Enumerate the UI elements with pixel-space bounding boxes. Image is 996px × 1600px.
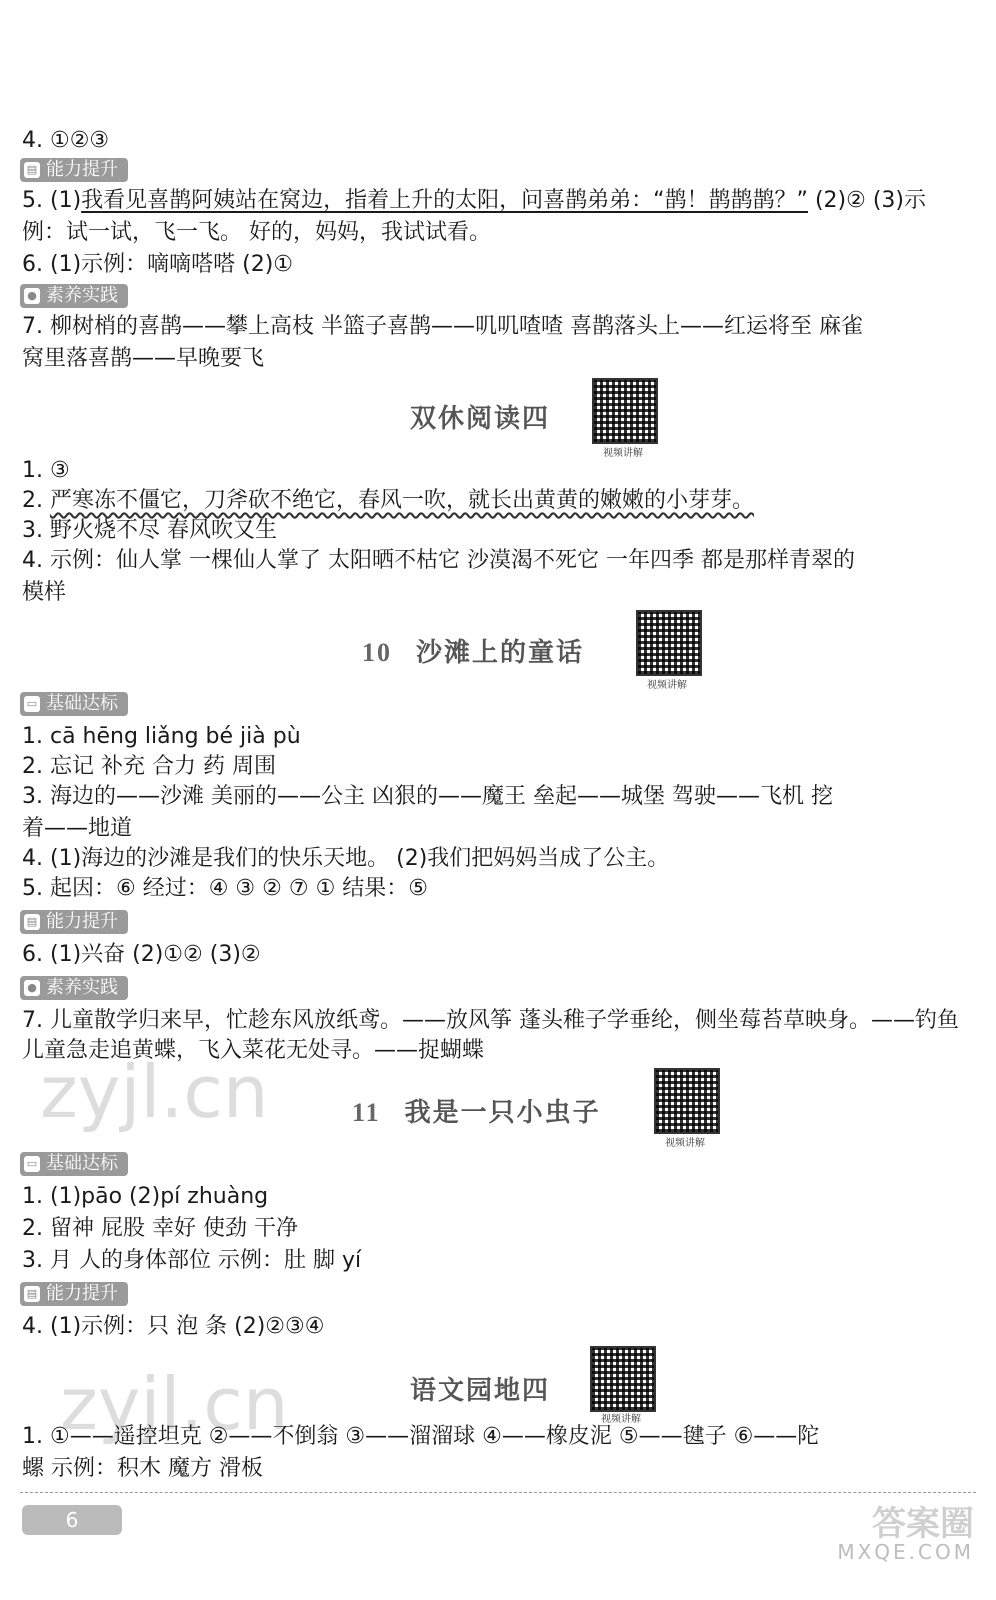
lightbulb-icon: ● [24,288,40,304]
qr-code-icon[interactable] [590,1346,656,1412]
page-number: 6 [22,1505,122,1535]
answer-line: 7. 柳树梢的喜鹊——攀上高枝 半篮子喜鹊——叽叽喳喳 喜鹊落头上——红运将至 麻雀 [22,314,863,339]
qr-caption: 视频讲解 [603,448,643,459]
qr-code-icon[interactable] [592,378,658,444]
answer-line: 螺 示例：积木 魔方 滑板 [22,1456,263,1481]
answer-line: 4. (1)示例：只 泡 条 (2)②③④ [22,1314,325,1339]
brand-url: MXQE.COM [837,1540,974,1564]
section-title: 语文园地四 [410,1376,551,1406]
qr-caption: 视频讲解 [647,680,687,691]
brand-logo: 答案圈 [872,1504,974,1544]
lesson-title: 11 我是一只小虫子 [352,1098,601,1128]
answer-line: 着——地道 [22,816,133,841]
answer-line: 1. ①——遥控坦克 ②——不倒翁 ③——溜溜球 ④——橡皮泥 ⑤——毽子 ⑥——陀 [22,1424,820,1449]
answer-line: 3. 月 人的身体部位 示例：肚 脚 yí [22,1248,362,1273]
section-badge-ability: ▤ 能力提升 [20,910,128,934]
answer-line: 5. 起因：⑥ 经过：④ ③ ② ⑦ ① 结果：⑤ [22,876,429,901]
answer-line: 例：试一试，飞一飞。 好的，妈妈，我试试看。 [22,220,491,245]
document-icon: ▭ [24,1156,40,1172]
section-badge-ability: ▤ 能力提升 [20,158,128,182]
answer-line: 1. (1)pāo (2)pí zhuàng [22,1184,269,1209]
lightbulb-icon: ● [24,980,40,996]
answer-line: 模样 [22,580,67,605]
answer-line: 3. 野火烧不尽 春风吹又生 [22,518,277,543]
book-icon: ▤ [24,162,40,178]
answer-line: 窝里落喜鹊——早晚要飞 [22,346,265,371]
watermark: zyjl.cn [40,1050,269,1134]
section-badge-basic: ▭ 基础达标 [20,692,128,716]
section-badge-basic: ▭ 基础达标 [20,1152,128,1176]
qr-caption: 视频讲解 [601,1414,641,1425]
answer-line: 7. 儿童散学归来早，忙趁东风放纸鸢。——放风筝 蓬头稚子学垂纶，侧坐莓苔草映身。——钓鱼 [22,1008,959,1033]
answer-line: 2. 留神 屁股 幸好 使劲 干净 [22,1216,298,1241]
footer-divider [20,1492,976,1493]
answer-line: 儿童急走追黄蝶，飞入菜花无处寻。——捉蝴蝶 [22,1038,485,1063]
qr-caption: 视频讲解 [665,1138,705,1149]
book-icon: ▤ [24,1286,40,1302]
answer-line: 2. 忘记 补充 合力 药 周围 [22,754,276,779]
watermark: zyjl.cn [60,1362,289,1446]
section-badge-practice: ● 素养实践 [20,976,128,1000]
answer-line: 4. 示例：仙人掌 一棵仙人掌了 太阳晒不枯它 沙漠渴不死它 一年四季 都是那样青翠的 [22,548,855,573]
answer-line: 5. (1)我看见喜鹊阿姨站在窝边，指着上升的太阳，问喜鹊弟弟：“鹊！鹊鹊鹊？” (2)② (3)示 [22,188,927,213]
answer-line: 6. (1)兴奋 (2)①② (3)② [22,942,261,967]
section-badge-ability: ▤ 能力提升 [20,1282,128,1306]
answer-line: 4. ①②③ [22,128,110,153]
section-title: 双休阅读四 [410,404,551,434]
answer-line: 6. (1)示例：嘀嘀嗒嗒 (2)① [22,252,294,277]
document-icon: ▭ [24,696,40,712]
answer-line: 3. 海边的——沙滩 美丽的——公主 凶狠的——魔王 垒起——城堡 驾驶——飞机 挖 [22,784,833,809]
qr-code-icon[interactable] [636,610,702,676]
section-badge-practice: ● 素养实践 [20,284,128,308]
lesson-title: 10 沙滩上的童话 [362,638,585,668]
answer-line: 1. ③ [22,458,70,483]
book-icon: ▤ [24,914,40,930]
answer-line: 1. cā hēng liǎng bé jià pù [22,724,301,749]
answer-line: 4. (1)海边的沙滩是我们的快乐天地。 (2)我们把妈妈当成了公主。 [22,846,670,871]
answer-line: 2. 严寒冻不僵它，刀斧砍不绝它，春风一吹，就长出黄黄的嫩嫩的小芽芽。 [22,488,754,513]
qr-code-icon[interactable] [654,1068,720,1134]
